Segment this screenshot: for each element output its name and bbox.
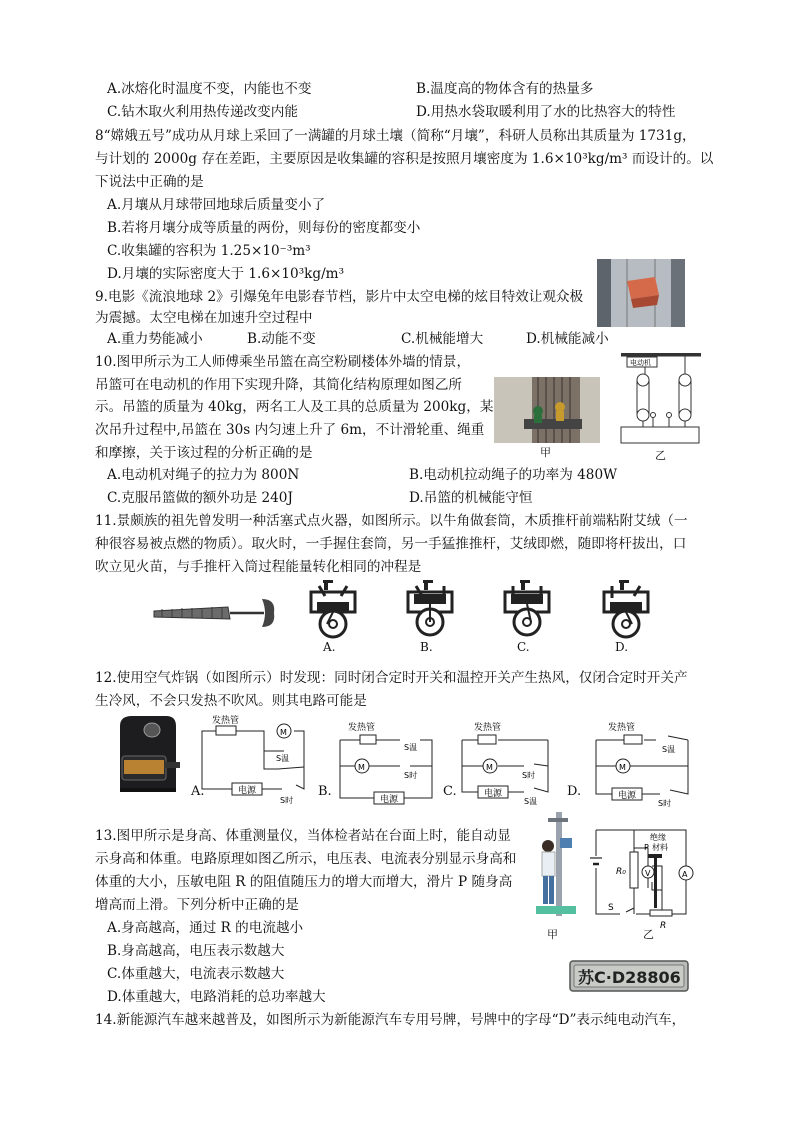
circuit-d-power: 电源 [618, 791, 637, 801]
q11-fig-label-b: B. [420, 640, 433, 654]
gondola-pulley-diagram [617, 353, 703, 449]
q10-stem-line1: 10.图甲所示为工人师傅乘坐吊篮在高空粉刷楼体外墙的情景， [95, 354, 471, 370]
q13-option-d: D.体重越大，电路消耗的总功率越大 [107, 989, 326, 1005]
q13-stem-line4: 增高而上滑。下列分析中正确的是 [95, 897, 299, 913]
q7-option-b: B.温度高的物体含有的热量多 [416, 81, 594, 97]
circuit-a-s-temp: S温 [276, 754, 290, 763]
fig10-jia-label: 甲 [540, 446, 551, 459]
circuit-a-power: 电源 [238, 786, 257, 796]
fig13-insulated-label: 绝缘 [650, 833, 666, 842]
q10-option-c: C.克服吊篮做的额外功是 240J [107, 490, 293, 506]
q8-option-d: D.月壤的实际密度大于 1.6×10³kg/m³ [107, 266, 345, 282]
fig13-switch-label: S [608, 903, 614, 913]
q13-option-c: C.体重越大，电流表示数越大 [107, 966, 285, 982]
q13-stem-line2: 示身高和体重。电路原理如图乙所示，电压表、电流表分别显示身高和 [95, 851, 517, 867]
circuit-b-power: 电源 [380, 795, 399, 805]
height-scale-photo [532, 810, 580, 922]
q8-option-b: B.若将月壤分成等质量的两份，则每份的密度都变小 [107, 220, 421, 236]
fig13-ammeter: A [682, 870, 688, 879]
q12-stem-line1: 12.使用空气炸锅（如图所示）时发现：同时闭合定时开关和温控开关产生热风，仅闭合定时开关产 [95, 670, 688, 686]
space-elevator-photo [597, 259, 685, 327]
circuit-a-heater-label: 发热管 [212, 716, 240, 726]
fig13-material-label: 材料 [652, 843, 668, 852]
fig13-r0-label: R₀ [616, 867, 626, 877]
engine-stroke-b [402, 578, 458, 640]
circuit-c-s-temp: S温 [524, 797, 538, 806]
q14-stem-line1: 14.新能源汽车越来越普及，如图所示为新能源汽车专用号牌，号牌中的字母“D”表示纯电动汽车， [95, 1012, 686, 1028]
fig13-jia-label: 甲 [547, 928, 558, 941]
q11-fig-label-a: A. [323, 640, 336, 654]
engine-stroke-d [598, 578, 654, 640]
q12-fig-label-a: A. [191, 784, 205, 799]
circuit-d-s-temp: S温 [662, 745, 676, 754]
fig10-yi-label: 乙 [655, 449, 666, 462]
q8-stem-line2: 与计划的 2000g 存在差距，主要原因是收集罐的容积是按照月壤密度为 1.6×10³kg/m³ 而设计的。以 [95, 151, 714, 167]
fig13-p-label: P [644, 843, 649, 852]
q12-fig-label-c: C. [443, 784, 457, 799]
q9-stem-line2: 为震撼。太空电梯在加速升空过程中 [95, 310, 313, 326]
circuit-d-motor: M [619, 763, 626, 772]
q10-option-a: A.电动机对绳子的拉力为 800N [107, 467, 300, 483]
height-weight-circuit [590, 826, 702, 931]
q10-stem-line2: 吊篮可在电动机的作用下实现升降，其简化结构原理如图乙所 [95, 377, 463, 393]
license-plate-image [568, 955, 690, 995]
fig10-motor-label: 电动机 [630, 359, 651, 367]
q11-stem-line1: 11.景颇族的祖先曾发明一种活塞式点火器，如图所示。以牛角做套筒，木质推杆前端粘附艾绒（一 [95, 513, 688, 529]
circuit-c-s-timer: S时 [522, 771, 536, 780]
q9-option-c: C.机械能增大 [401, 331, 484, 347]
q12-fig-label-b: B. [318, 784, 332, 799]
q8-stem-line1: 8“嫦娥五号”成功从月球上采回了一满罐的月球土壤（简称“月壤”，科研人员称出其质量为 1731g， [95, 128, 696, 144]
q8-stem-line3: 下说法中正确的是 [95, 174, 204, 190]
q7-option-a: A.冰熔化时温度不变，内能也不变 [107, 81, 312, 97]
q10-option-b: B.电动机拉动绳子的功率为 480W [409, 467, 618, 483]
circuit-a-motor: M [280, 728, 287, 737]
q10-option-d: D.吊篮的机械能守恒 [409, 490, 533, 506]
q9-option-a: A.重力势能减小 [107, 331, 203, 347]
circuit-c-power: 电源 [484, 789, 503, 799]
q11-fig-label-c: C. [517, 640, 530, 654]
circuit-d [592, 718, 694, 810]
q11-fig-label-d: D. [615, 640, 629, 654]
q11-stem-line3: 吹立见火苗，与手推杆入筒过程能量转化相同的冲程是 [95, 559, 422, 575]
q11-stem-line2: 种很容易被点燃的物质）。取火时，一手握住套筒，另一手猛推推杆，艾绒即燃，随即将杆拔出，口 [95, 536, 687, 552]
q13-option-b: B.身高越高，电压表示数越大 [107, 943, 285, 959]
q13-stem-line1: 13.图甲所示是身高、体重测量仪，当体检者站在台面上时，能自动显 [95, 828, 511, 844]
gondola-photo [494, 377, 600, 443]
fire-piston-image [150, 593, 278, 633]
fig13-yi-label: 乙 [643, 928, 654, 941]
circuit-b-motor: M [358, 763, 365, 772]
engine-stroke-a [305, 578, 361, 640]
fig13-voltmeter: V [645, 869, 651, 878]
fig13-r-label: R [660, 921, 667, 931]
q10-stem-line5: 和摩擦，关于该过程的分析正确的是 [95, 445, 313, 461]
q7-option-c: C.钻木取火利用热传递改变内能 [107, 104, 298, 120]
q7-option-d: D.用热水袋取暖利用了水的比热容大的特性 [416, 104, 676, 120]
air-fryer-image [112, 712, 184, 794]
circuit-b-heater-label: 发热管 [348, 723, 376, 733]
q13-option-a: A.身高越高，通过 R 的电流越小 [107, 920, 304, 936]
engine-stroke-c [499, 578, 555, 640]
q9-stem-line1: 9.电影《流浪地球 2》引爆兔年电影春节档，影片中太空电梯的炫目特效让观众极 [95, 289, 584, 305]
circuit-a-s-timer: S时 [280, 796, 294, 805]
circuit-c [458, 718, 554, 810]
q12-stem-line2: 生冷风，不会只发热不吹风。则其电路可能是 [95, 693, 367, 709]
q9-option-b: B.动能不变 [247, 331, 316, 347]
q12-fig-label-d: D. [567, 784, 582, 799]
circuit-b-s-timer: S时 [404, 771, 418, 780]
q8-option-c: C.收集罐的容积为 1.25×10⁻³m³ [107, 243, 311, 259]
q10-stem-line4: 次吊升过程中,吊篮在 30s 内匀速上升了 6m，不计滑轮重、绳重 [95, 422, 485, 438]
circuit-d-heater-label: 发热管 [608, 723, 636, 733]
circuit-c-heater-label: 发热管 [474, 723, 502, 733]
circuit-b-s-temp: S温 [404, 743, 418, 752]
q10-stem-line3: 示。吊篮的质量为 40kg，两名工人及工具的总质量为 200kg，某 [95, 399, 494, 415]
q9-option-d: D.机械能减小 [526, 331, 609, 347]
license-plate-text: 苏C·D28806 [578, 968, 681, 987]
circuit-c-motor: M [486, 763, 493, 772]
q8-option-a: A.月壤从月球带回地球后质量变小了 [107, 197, 326, 213]
circuit-d-s-timer: S时 [658, 799, 672, 808]
q13-stem-line3: 体重的大小，压敏电阻 R 的阻值随压力的增大而增大，滑片 P 随身高 [95, 874, 513, 890]
circuit-b [334, 718, 438, 810]
